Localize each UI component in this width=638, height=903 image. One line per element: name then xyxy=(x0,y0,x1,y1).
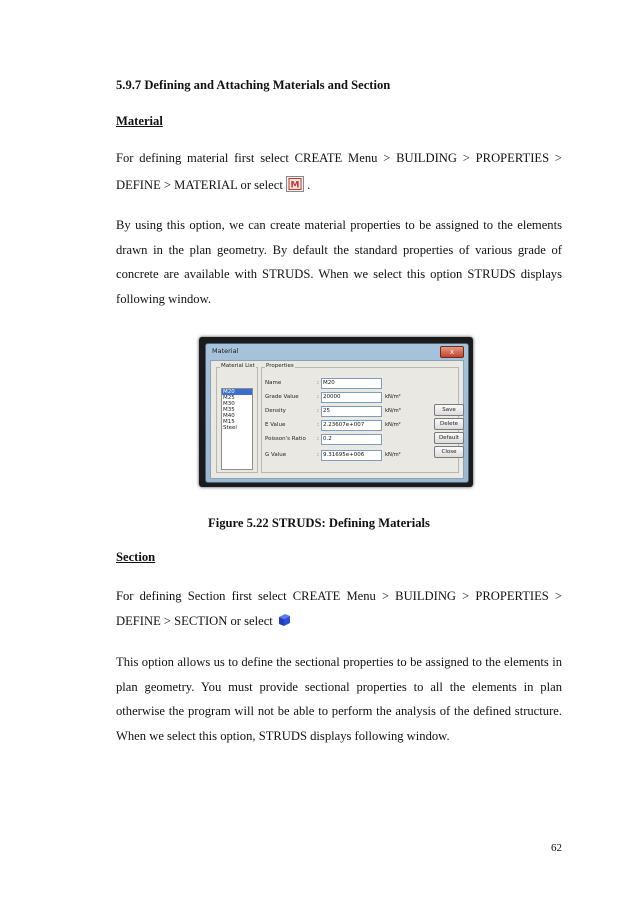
material-listbox[interactable] xyxy=(221,388,253,470)
property-row-gvalue: G Value : 9.31695e+006 kN/m² xyxy=(265,450,427,461)
property-label: Density xyxy=(265,408,286,414)
delete-button[interactable]: Delete xyxy=(434,418,464,430)
close-button[interactable]: Close xyxy=(434,446,464,458)
section-description-paragraph: This option allows us to define the sectional properties to be assigned to the elements in plan geometry. You must provide sectional properties to all the elements in plan otherwise the program will not be able to perform the analysis of the defined structure. When we select this option, STRUDS displays following window. xyxy=(116,655,562,743)
property-label: Poisson's Ratio xyxy=(265,436,306,442)
material-list-item[interactable]: M15 xyxy=(223,419,235,425)
material-dialog-figure xyxy=(199,337,473,487)
dialog-body xyxy=(210,360,464,479)
property-label: G Value xyxy=(265,452,287,458)
property-row-grade: Grade Value : 20000 kN/m² xyxy=(265,392,427,403)
property-density-field[interactable]: 25 xyxy=(321,406,382,417)
property-row-name: Name : M20 xyxy=(265,378,427,389)
material-description-paragraph: By using this option, we can create material properties to be assigned to the elements drawn in the plan geometry. By default the standard properties of various grade of concrete are available with STRUDS. When we select this option STRUDS displays following window. xyxy=(116,218,562,306)
section-heading: 5.9.7 Defining and Attaching Materials and Section xyxy=(116,78,391,92)
property-name-field[interactable]: M20 xyxy=(321,378,382,389)
material-list-item[interactable]: M40 xyxy=(223,413,235,419)
section-cube-icon[interactable] xyxy=(276,612,292,632)
property-label: Name xyxy=(265,380,282,386)
material-instruction-line2 xyxy=(116,176,310,196)
default-button[interactable]: Default xyxy=(434,432,464,444)
property-row-poisson: Poisson's Ratio : 0.2 xyxy=(265,434,427,445)
property-unit: kN/m² xyxy=(385,452,401,458)
property-label: Grade Value xyxy=(265,394,299,400)
material-list-group xyxy=(216,363,258,473)
property-row-density: Density : 25 kN/m³ xyxy=(265,406,427,417)
section-instruction-line1: For defining Section first select CREATE Menu > BUILDING > PROPERTIES > xyxy=(116,589,562,603)
material-instruction-line1: For defining material first select CREATE Menu > BUILDING > PROPERTIES > xyxy=(116,151,562,165)
property-poisson-field[interactable]: 0.2 xyxy=(321,434,382,445)
property-grade-field[interactable]: 20000 xyxy=(321,392,382,403)
material-list-item[interactable]: M20 xyxy=(222,389,252,395)
property-unit: kN/m² xyxy=(385,394,401,400)
section-subheading: Section xyxy=(116,550,156,564)
material-instruction-prefix: DEFINE > MATERIAL or select xyxy=(116,178,283,192)
material-list-item[interactable]: M35 xyxy=(223,407,235,413)
dialog-close-icon[interactable]: x xyxy=(440,346,464,358)
material-list-item[interactable]: M25 xyxy=(223,395,235,401)
properties-group xyxy=(261,363,460,473)
property-unit: kN/m³ xyxy=(385,408,401,414)
dialog-title: Material xyxy=(212,347,239,355)
material-icon-letter: M xyxy=(290,180,300,191)
material-instruction-suffix: . xyxy=(307,178,311,192)
material-list-item[interactable]: Steel xyxy=(223,425,237,431)
property-row-evalue: E Value : 2.23607e+007 kN/m² xyxy=(265,420,427,431)
material-heading: Material xyxy=(116,114,163,128)
save-button[interactable]: Save xyxy=(434,404,464,416)
property-evalue-field[interactable]: 2.23607e+007 xyxy=(321,420,382,431)
property-gvalue-field[interactable]: 9.31695e+006 xyxy=(321,450,382,461)
property-label: E Value xyxy=(265,422,286,428)
section-instruction-line2 xyxy=(116,612,292,632)
material-list-legend: Material List xyxy=(221,363,255,369)
section-instruction-prefix: DEFINE > SECTION or select xyxy=(116,614,273,628)
properties-legend: Properties xyxy=(266,363,294,369)
property-unit: kN/m² xyxy=(385,422,401,428)
page-number: 62 xyxy=(551,842,562,854)
figure-caption: Figure 5.22 STRUDS: Defining Materials xyxy=(208,516,430,530)
material-m-icon[interactable] xyxy=(286,176,304,196)
material-list-item[interactable]: M30 xyxy=(223,401,235,407)
material-dialog-window xyxy=(205,343,469,483)
